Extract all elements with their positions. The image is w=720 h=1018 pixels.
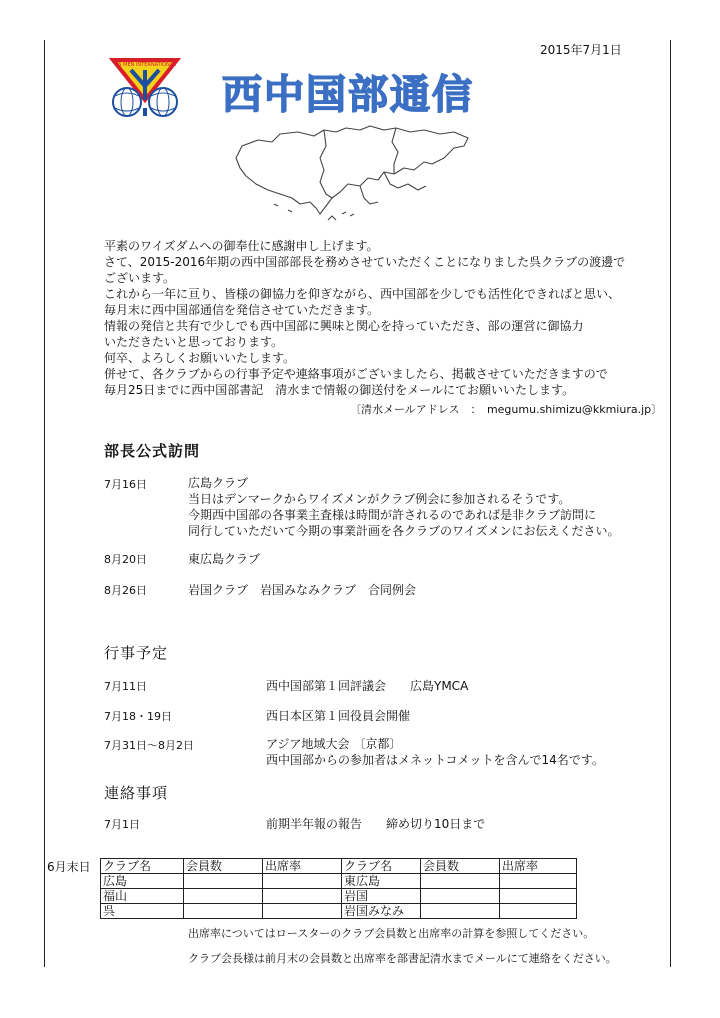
intro-line-7: いただきたいと思っております。 (104, 335, 284, 349)
table-row (101, 874, 577, 889)
visit-date: 7月16日 (104, 478, 147, 491)
newsletter-title: 西中国部通信 (222, 72, 474, 118)
logo-text: Y'S MEN INTERNATIONAL (113, 62, 177, 68)
issue-date: 2015年7月1日 (540, 43, 622, 57)
table-cell (263, 874, 342, 889)
visit-line: 東広島クラブ (188, 552, 261, 566)
schedule-line: 西日本区第１回役員会開催 (266, 709, 411, 723)
col-header: クラブ名 (342, 859, 421, 874)
col-header: 出席率 (263, 859, 342, 874)
table-row (101, 904, 577, 919)
visit-line: 広島クラブ (188, 476, 249, 490)
notice-date: 7月1日 (104, 818, 140, 831)
col-header: クラブ名 (101, 859, 184, 874)
table-header-row (101, 859, 577, 874)
visit-date: 8月26日 (104, 584, 147, 597)
table-cell (421, 874, 500, 889)
visit-line: 今期西中国部の各事業主査様は時間が許されるのであれば是非クラブ訪問に (188, 508, 597, 522)
intro-line-1: 平素のワイズダムへの御奉仕に感謝申し上げます。 (104, 239, 379, 253)
table-cell: 東広島 (342, 874, 421, 889)
table-row (101, 889, 577, 904)
visit-date: 8月20日 (104, 553, 147, 566)
notices-heading: 連絡事項 (104, 784, 169, 802)
intro-line-5: 毎月末に西中国部通信を発信させていただきます。 (104, 303, 380, 317)
west-chugoku-map (228, 124, 478, 224)
table-note-2: クラブ会長様は前月末の会員数と出席率を部書記清水までメールにて連絡をください。 (188, 952, 617, 965)
intro-line-8: 何卒、よろしくお願いいたします。 (104, 351, 296, 365)
table-cell: 岩国みなみ (342, 904, 421, 919)
intro-line-9: 併せて、各クラブからの行事予定や連絡事項がございましたら、掲載させていただきますので (104, 367, 608, 381)
visit-line: 岩国クラブ 岩国みなみクラブ 合同例会 (188, 583, 417, 597)
table-cell (263, 904, 342, 919)
col-header: 会員数 (184, 859, 263, 874)
table-note-1: 出席率についてはロースターのクラブ会員数と出席率の計算を参照してください。 (188, 927, 595, 940)
col-header: 出席率 (500, 859, 577, 874)
table-cell: 広島 (101, 874, 184, 889)
table-cell (421, 889, 500, 904)
table-cell: 福山 (101, 889, 184, 904)
table-cell: 岩国 (342, 889, 421, 904)
intro-line-4: これから一年に亘り、皆様の御協力を仰ぎながら、西中国部を少しでも活性化できればと思い、 (104, 287, 621, 301)
visit-line: 同行していただいて今期の事業計画を各クラブのワイズメンにお伝えください。 (188, 524, 620, 538)
ysmen-logo-icon (105, 56, 185, 120)
schedule-line: アジア地域大会 〔京都〕 (266, 737, 402, 751)
table-cell (184, 889, 263, 904)
notice-line: 前期半年報の報告 締め切り10日まで (266, 817, 486, 831)
table-cell (500, 904, 577, 919)
schedule-line: 西中国部からの参加者はメネットコメットを含んで14名です。 (266, 753, 604, 767)
page-border-right (670, 40, 671, 967)
schedule-date: 7月18・19日 (104, 710, 172, 723)
col-header: 会員数 (421, 859, 500, 874)
intro-line-6: 情報の発信と共有で少しでも西中国部に興味と関心を持っていただき、部の運営に御協力 (104, 319, 584, 333)
table-cell: 呉 (101, 904, 184, 919)
table-cell (421, 904, 500, 919)
email-note: 〔清水メールアドレス ： megumu.shimizu@kkmiura.jp〕 (350, 403, 663, 416)
table-cell (263, 889, 342, 904)
intro-line-2: さて、2015-2016年期の西中国部部長を務めさせていただくことになりました呉クラブの渡邊で (104, 255, 626, 269)
schedule-date: 7月31日～8月2日 (104, 739, 194, 752)
club-stats-table (100, 858, 577, 919)
table-cell (184, 874, 263, 889)
schedule-line: 西中国部第１回評議会 広島YMCA (266, 679, 469, 693)
schedule-date: 7月11日 (104, 680, 147, 693)
intro-line-3: ございます。 (104, 271, 176, 285)
intro-line-10: 毎月25日までに西中国部書記 清水まで情報の御送付をメールにてお願いいたします。 (104, 383, 575, 397)
schedule-heading: 行事予定 (104, 644, 169, 662)
table-cell (500, 889, 577, 904)
table-month-label: 6月末日 (47, 860, 91, 874)
newsletter-title-banner (214, 64, 494, 124)
visit-line: 当日はデンマークからワイズメンがクラブ例会に参加されるそうです。 (188, 492, 571, 506)
visits-heading: 部長公式訪問 (104, 442, 201, 460)
table-cell (500, 874, 577, 889)
page-border-left (44, 40, 45, 967)
table-cell (184, 904, 263, 919)
